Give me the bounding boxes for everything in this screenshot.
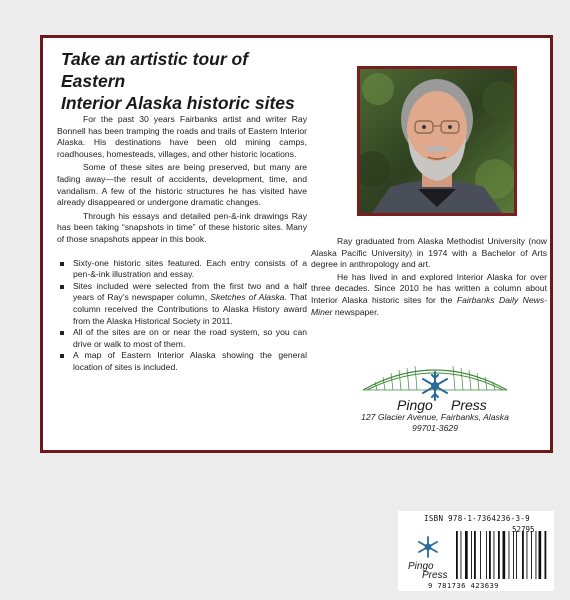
headline-line-2: Interior Alaska historic sites <box>61 93 295 113</box>
paragraph-intro: For the past 30 years Fairbanks artist and writer Ray Bonnell has been tramping the roads and trails of Eastern Interior Alaska. His destinations have been old mining camps, roadhouses, homesteads, villages, and other historic locations. <box>57 114 307 159</box>
paragraph-preservation: Some of these sites are being preserved, but many are fading away—the result of accidents, development, time, and vandalism. A few of the historic structures he has visited have already disappeared or undergone dramatic changes. <box>57 162 307 208</box>
feature-item: A map of Eastern Interior Alaska showing the general location of sites is included. <box>57 350 307 373</box>
description-column <box>57 114 307 373</box>
mini-logo-left: Pingo <box>408 561 434 572</box>
barcode-bar <box>536 531 537 579</box>
barcode-bar <box>503 531 506 579</box>
barcode-bar <box>531 531 532 579</box>
barcode-bar <box>456 531 458 579</box>
barcode-digits: 9 781736 423639 <box>428 581 499 590</box>
newspaper-name: Fairbanks Daily News-Miner <box>311 294 547 317</box>
headline-line-1: Take an artistic tour of Eastern <box>61 49 249 91</box>
feature-item <box>57 281 307 327</box>
headline <box>61 48 311 114</box>
author-photo <box>357 66 517 216</box>
barcode-bar <box>509 531 510 579</box>
feature-item: All of the sites are on or near the road system, so you can drive or walk to most of them. <box>57 327 307 350</box>
barcode-bar <box>522 531 524 579</box>
barcode-bar <box>486 531 487 579</box>
author-portrait <box>360 69 514 213</box>
barcode-bar <box>545 531 547 579</box>
publisher-name-left: Pingo <box>397 397 433 413</box>
mini-publisher-logo <box>404 533 452 579</box>
barcode-bar <box>465 531 468 579</box>
barcode-bar <box>513 531 514 579</box>
column-title: Sketches of Alaska <box>210 292 285 303</box>
address-line-1: 127 Glacier Avenue, Fairbanks, Alaska <box>361 412 509 422</box>
content-frame <box>40 35 553 453</box>
author-bio <box>311 236 547 319</box>
barcode-bar <box>471 531 472 579</box>
barcode-bar <box>516 531 517 579</box>
bio-text: newspaper. <box>332 306 379 317</box>
isbn-number: ISBN 978-1-7364236-3-9 <box>424 514 530 523</box>
paragraph-snapshots: Through his essays and detailed pen-&-ink drawings Ray has been taking “snapshots in time” of these historic sites. Many of those snapshots appear in this book. <box>57 210 307 244</box>
bio-text: He has lived in and explored Interior Alaska for over three decades. Since 2010 he has written a column about Interior Alaska historic sites for the <box>311 271 547 305</box>
publisher-name-right: Press <box>451 397 487 413</box>
feature-list <box>57 258 307 374</box>
address-line-2: 99701-3629 <box>412 423 458 433</box>
barcode-bar <box>461 531 462 579</box>
feature-item: Sixty-one historic sites featured. Each entry consists of a pen-&-ink illustration and essay. <box>57 258 307 281</box>
bio-column <box>311 272 547 318</box>
barcode-bar <box>527 531 528 579</box>
barcode-bar <box>494 531 495 579</box>
barcode-bar <box>474 531 476 579</box>
price-code: 52795 <box>512 525 535 534</box>
snowflake-icon <box>423 372 447 400</box>
feature-text: Sites included were selected from the first two and a half years of Ray’s newspaper column, <box>73 280 307 303</box>
barcode-bar <box>539 531 542 579</box>
feature-text: . That column received the Contributions to Alaska History award from the Alaska Historical Society in 2011. <box>73 292 307 326</box>
barcode-bar <box>489 531 491 579</box>
barcode-bar <box>480 531 481 579</box>
bio-education: Ray graduated from Alaska Methodist University (now Alaska Pacific University) in 1974 with a Bachelor of Arts degree in anthropology and art. <box>311 236 547 270</box>
barcode-bar <box>498 531 500 579</box>
mini-logo-right: Press <box>422 570 448 579</box>
publisher-address <box>343 412 527 434</box>
